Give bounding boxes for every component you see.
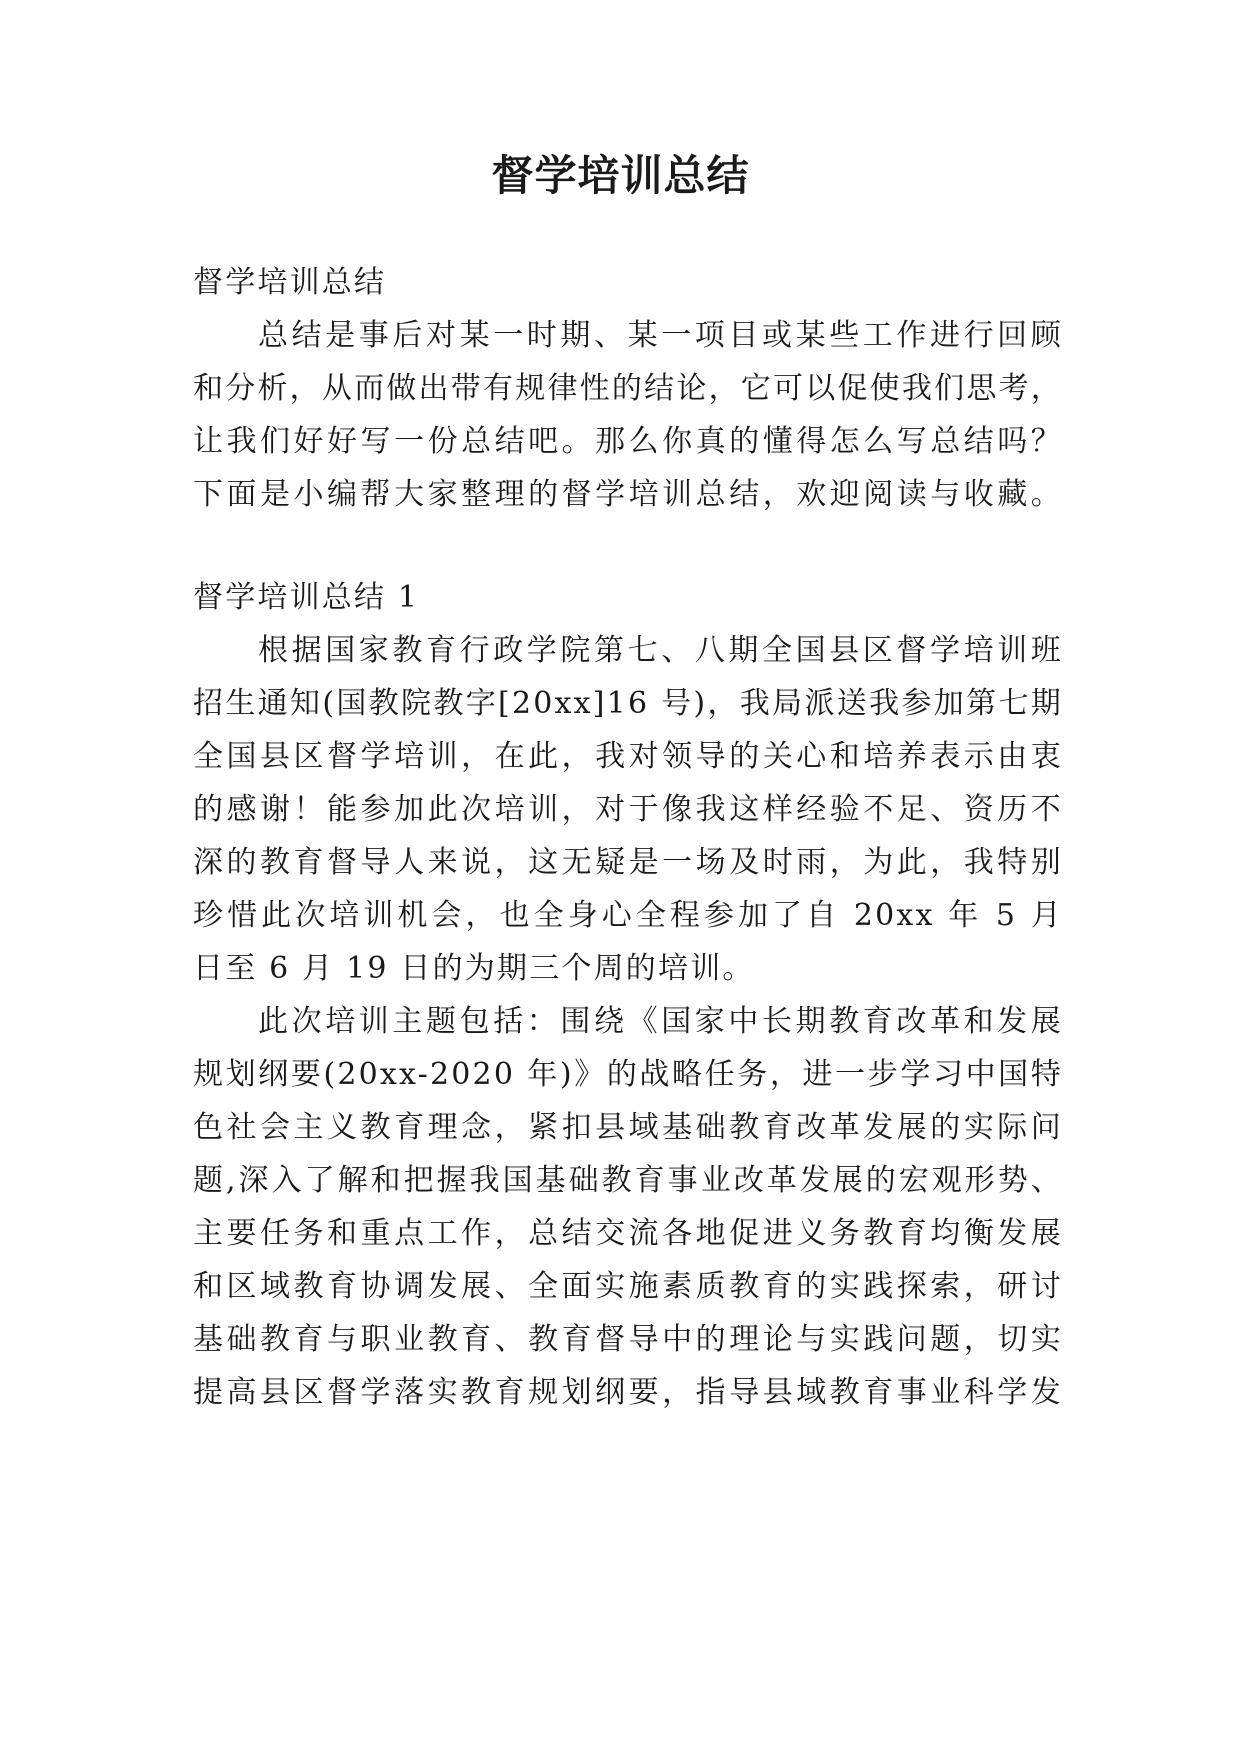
- paragraph-line: 和区域教育协调发展、全面实施素质教育的实践探索，研讨: [193, 1269, 1063, 1304]
- paragraph-line: 色社会主义教育理念，紧扣县域基础教育改革发展的实际问: [193, 1110, 1063, 1145]
- paragraph-line: 主要任务和重点工作，总结交流各地促进义务教育均衡发展: [193, 1216, 1063, 1251]
- paragraph-line: 的感谢！能参加此次培训，对于像我这样经验不足、资历不: [193, 792, 1063, 827]
- paragraph-line: 题,深入了解和把握我国基础教育事业改革发展的宏观形势、: [193, 1163, 1063, 1198]
- paragraph-line: 此次培训主题包括：围绕《国家中长期教育改革和发展: [258, 1004, 1063, 1039]
- paragraph-line: 招生通知(国教院教字[20xx]16 号)，我局派送我参加第七期: [193, 686, 1063, 721]
- section-heading: 督学培训总结 1: [193, 580, 420, 615]
- paragraph-line: 基础教育与职业教育、教育督导中的理论与实践问题，切实: [193, 1322, 1063, 1357]
- paragraph-line: 规划纲要(20xx-2020 年)》的战略任务，进一步学习中国特: [193, 1057, 1063, 1092]
- paragraph-line: 根据国家教育行政学院第七、八期全国县区督学培训班: [258, 633, 1063, 668]
- intro-line: 总结是事后对某一时期、某一项目或某些工作进行回顾: [258, 318, 1063, 353]
- intro-line: 下面是小编帮大家整理的督学培训总结，欢迎阅读与收藏。: [193, 477, 1063, 512]
- intro-line: 和分析，从而做出带有规律性的结论，它可以促使我们思考，: [193, 371, 1063, 406]
- paragraph-line: 深的教育督导人来说，这无疑是一场及时雨，为此，我特别: [193, 845, 1063, 880]
- paragraph-line: 全国县区督学培训，在此，我对领导的关心和培养表示由衷: [193, 739, 1063, 774]
- paragraph-line: 珍惜此次培训机会，也全身心全程参加了自 20xx 年 5 月: [193, 898, 1063, 933]
- paragraph-line: 日至 6 月 19 日的为期三个周的培训。: [193, 951, 755, 986]
- intro-line: 让我们好好写一份总结吧。那么你真的懂得怎么写总结吗？: [193, 424, 1063, 459]
- paragraph-line: 提高县区督学落实教育规划纲要，指导县域教育事业科学发: [193, 1375, 1063, 1410]
- subheading: 督学培训总结: [193, 265, 387, 300]
- document-title: 督学培训总结: [491, 151, 750, 200]
